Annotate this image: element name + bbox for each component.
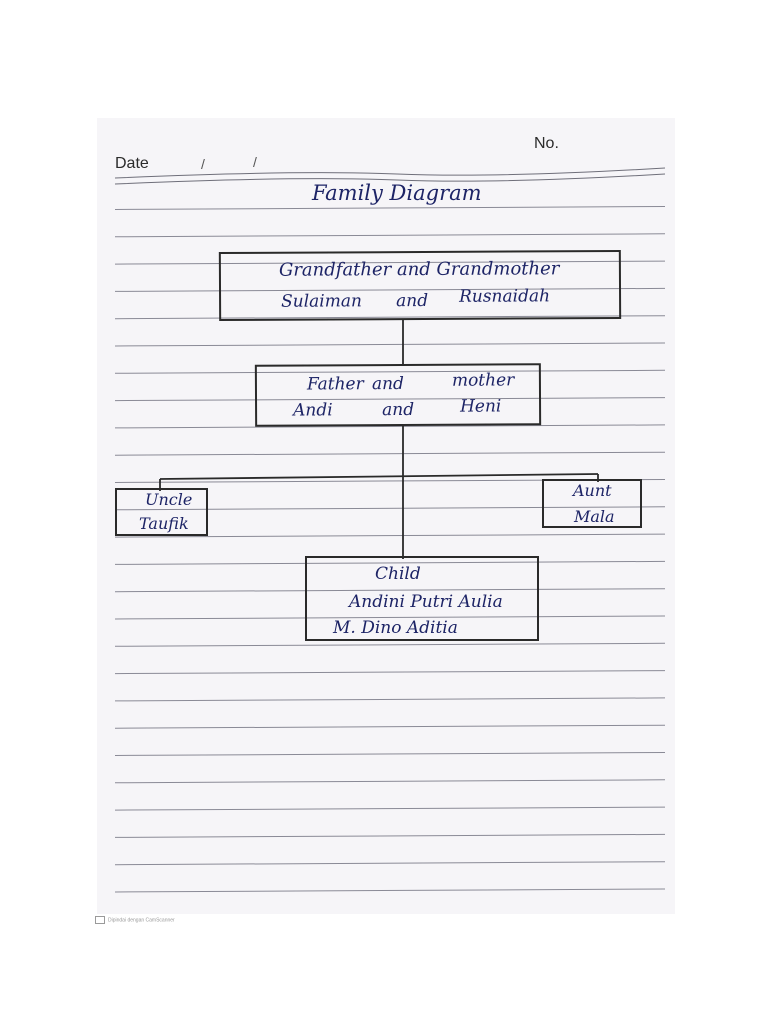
parents-box — [255, 363, 541, 426]
grandmother-name: Rusnaidah — [459, 286, 551, 307]
date-label: Date — [115, 155, 149, 172]
parents-role-conjunction: and — [371, 373, 404, 395]
aunt-role: Aunt — [573, 481, 612, 500]
date-slash-day: / — [201, 156, 205, 172]
uncle-name: Taufik — [139, 514, 189, 533]
uncle-box — [115, 488, 208, 536]
scanner-logo-icon — [95, 916, 105, 924]
child-role: Child — [375, 564, 421, 584]
grandparents-title: Grandfather and Grandmother — [278, 258, 560, 281]
page-number-label: No. — [534, 135, 559, 152]
grandparents-conjunction: and — [396, 290, 429, 312]
father-role: Father — [306, 374, 364, 395]
uncle-role: Uncle — [145, 490, 193, 509]
aunt-name: Mala — [574, 507, 615, 526]
diagram-title: Family Diagram — [312, 181, 482, 205]
grandfather-name: Sulaiman — [281, 291, 362, 312]
mother-role: mother — [451, 370, 515, 391]
watermark-text: Dipindai dengan CamScanner — [108, 917, 175, 924]
grandparents-box — [219, 250, 621, 321]
child-box — [305, 556, 539, 641]
father-name: Andi — [293, 400, 333, 421]
aunt-box — [542, 479, 642, 528]
scanner-watermark — [95, 916, 175, 924]
mother-name: Heni — [460, 396, 502, 417]
parents-name-conjunction: and — [382, 399, 415, 421]
connector-sibling-bar — [160, 474, 598, 479]
child-name-2: M. Dino Aditia — [333, 618, 458, 638]
child-name-1: Andini Putri Aulia — [349, 592, 503, 612]
date-slash-month: / — [253, 154, 257, 170]
